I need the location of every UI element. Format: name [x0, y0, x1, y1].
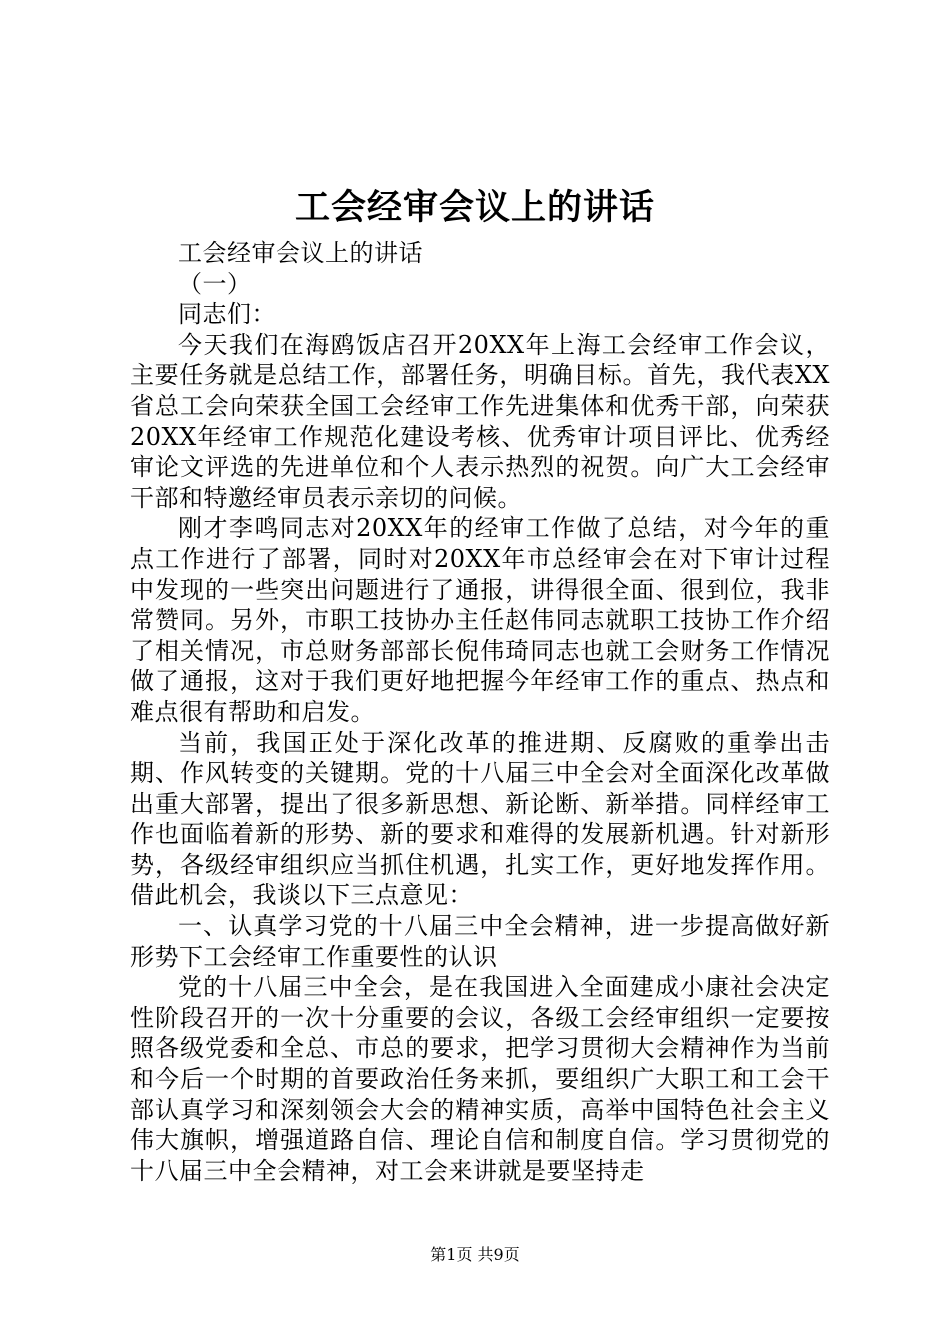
document-body	[130, 238, 830, 1186]
subtitle-paragraph: 工会经审会议上的讲话	[178, 239, 423, 267]
page-number-footer: 第1页 共9页	[430, 1245, 520, 1264]
salutation-paragraph: 同志们：	[178, 300, 276, 329]
section-number-paragraph: （一）	[178, 269, 252, 298]
body-paragraph: 当前，我国正处于深化改革的推进期、反腐败的重拳出击期、作风转变的关键期。党的十八届三中全会对全面深化改革做出重大部署，提出了很多新思想、新论断、新举措。同样经审工作也面临着新的形势、新的要求和难得的发展新机遇。针对新形势，各级经审组织应当抓住机遇，扎实工作，更好地发挥作用。借此机会，我谈以下三点意见：	[130, 728, 830, 910]
section-heading-paragraph: 一、认真学习党的十八届三中全会精神，进一步提高做好新形势下工会经审工作重要性的认识	[130, 912, 830, 971]
body-paragraph: 今天我们在海鸥饭店召开20XX年上海工会经审工作会议，主要任务就是总结工作，部署任务，明确目标。首先，我代表XX省总工会向荣获全国工会经审工作先进集体和优秀干部，向荣获20XX年经审工作规范化建设考核、优秀审计项目评比、优秀经审论文评选的先进单位和个人表示热烈的祝贺。向广大工会经审干部和特邀经审员表示亲切的问候。	[130, 330, 830, 512]
body-paragraph: 刚才李鸣同志对20XX年的经审工作做了总结，对今年的重点工作进行了部署，同时对20XX年市总经审会在对下审计过程中发现的一些突出问题进行了通报，讲得很全面、很到位，我非常赞同。另外，市职工技协办主任赵伟同志就职工技协工作介绍了相关情况，市总财务部部长倪伟琦同志也就工会财务工作情况做了通报，这对于我们更好地把握今年经审工作的重点、热点和难点很有帮助和启发。	[130, 514, 830, 726]
page-title: 工会经审会议上的讲话	[294, 187, 655, 228]
body-paragraph: 党的十八届三中全会，是在我国进入全面建成小康社会决定性阶段召开的一次十分重要的会议，各级工会经审组织一定要按照各级党委和全总、市总的要求，把学习贯彻大会精神作为当前和今后一个时期的首要政治任务来抓，要组织广大职工和工会干部认真学习和深刻领会大会的精神实质，高举中国特色社会主义伟大旗帜，增强道路自信、理论自信和制度自信。学习贯彻党的十八届三中全会精神，对工会来讲就是要坚持走	[130, 973, 830, 1185]
